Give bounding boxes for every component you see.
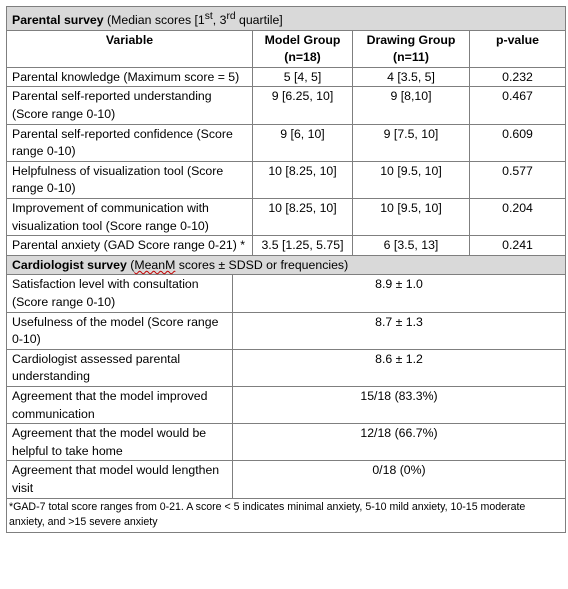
- row-variable: Cardiologist assessed parental understanding: [7, 349, 233, 386]
- row-drawing-value: 10 [9.5, 10]: [353, 161, 470, 198]
- column-header-model-group: Model Group (n=18): [253, 30, 353, 67]
- survey-results-table: [6, 6, 566, 533]
- cardiologist-survey-title: Cardiologist survey (MeanM scores ± SDSD or frequencies): [7, 255, 566, 275]
- row-model-value: 10 [8.25, 10]: [253, 161, 353, 198]
- cardiologist-survey-header-row: [7, 255, 566, 275]
- table-row: [7, 236, 566, 256]
- row-drawing-value: 4 [3.5, 5]: [353, 67, 470, 87]
- table-row: [7, 124, 566, 161]
- column-header-row: [7, 30, 566, 67]
- table-row: [7, 461, 566, 498]
- row-variable: Parental self-reported understanding (Score range 0-10): [7, 87, 253, 124]
- row-variable: Parental self-reported confidence (Score range 0-10): [7, 124, 253, 161]
- spellcheck-flagged-word: MeanM: [134, 257, 176, 272]
- row-p-value: 0.467: [470, 87, 566, 124]
- row-p-value: 0.232: [470, 67, 566, 87]
- column-header-p-value: p-value: [470, 30, 566, 67]
- row-drawing-value: 10 [9.5, 10]: [353, 199, 470, 236]
- row-variable: Agreement that the model would be helpful to take home: [7, 424, 233, 461]
- row-variable: Helpfulness of visualization tool (Score range 0-10): [7, 161, 253, 198]
- footnote: *GAD-7 total score ranges from 0-21. A score < 5 indicates minimal anxiety, 5-10 mild anxiety, 10-15 moderate anxiety, and >15 severe anxiety: [7, 498, 566, 532]
- parental-survey-header-row: [7, 7, 566, 31]
- table-row: [7, 199, 566, 236]
- row-value: 8.7 ± 1.3: [233, 312, 566, 349]
- table-row: [7, 275, 566, 312]
- table-row: [7, 312, 566, 349]
- row-drawing-value: 6 [3.5, 13]: [353, 236, 470, 256]
- table-row: [7, 67, 566, 87]
- column-header-variable: Variable: [7, 30, 253, 67]
- footnote-row: [7, 498, 566, 532]
- table-row: [7, 386, 566, 423]
- row-variable: Parental anxiety (GAD Score range 0-21) *: [7, 236, 253, 256]
- survey-results-table-container: [6, 6, 565, 533]
- row-drawing-value: 9 [8,10]: [353, 87, 470, 124]
- row-model-value: 9 [6, 10]: [253, 124, 353, 161]
- table-row: [7, 424, 566, 461]
- row-model-value: 3.5 [1.25, 5.75]: [253, 236, 353, 256]
- row-drawing-value: 9 [7.5, 10]: [353, 124, 470, 161]
- row-value: 8.6 ± 1.2: [233, 349, 566, 386]
- row-variable: Satisfaction level with consultation (Score range 0-10): [7, 275, 233, 312]
- row-model-value: 9 [6.25, 10]: [253, 87, 353, 124]
- row-model-value: 10 [8.25, 10]: [253, 199, 353, 236]
- parental-survey-title: Parental survey (Median scores [1st, 3rd quartile]: [7, 7, 566, 31]
- row-variable: Parental knowledge (Maximum score = 5): [7, 67, 253, 87]
- table-row: [7, 161, 566, 198]
- row-p-value: 0.204: [470, 199, 566, 236]
- row-value: 0/18 (0%): [233, 461, 566, 498]
- table-row: [7, 87, 566, 124]
- row-p-value: 0.577: [470, 161, 566, 198]
- row-p-value: 0.609: [470, 124, 566, 161]
- row-value: 12/18 (66.7%): [233, 424, 566, 461]
- table-row: [7, 349, 566, 386]
- row-value: 15/18 (83.3%): [233, 386, 566, 423]
- row-variable: Improvement of communication with visualization tool (Score range 0-10): [7, 199, 253, 236]
- row-variable: Usefulness of the model (Score range 0-10): [7, 312, 233, 349]
- row-p-value: 0.241: [470, 236, 566, 256]
- column-header-drawing-group: Drawing Group (n=11): [353, 30, 470, 67]
- row-variable: Agreement that model would lengthen visit: [7, 461, 233, 498]
- row-model-value: 5 [4, 5]: [253, 67, 353, 87]
- row-variable: Agreement that the model improved communication: [7, 386, 233, 423]
- row-value: 8.9 ± 1.0: [233, 275, 566, 312]
